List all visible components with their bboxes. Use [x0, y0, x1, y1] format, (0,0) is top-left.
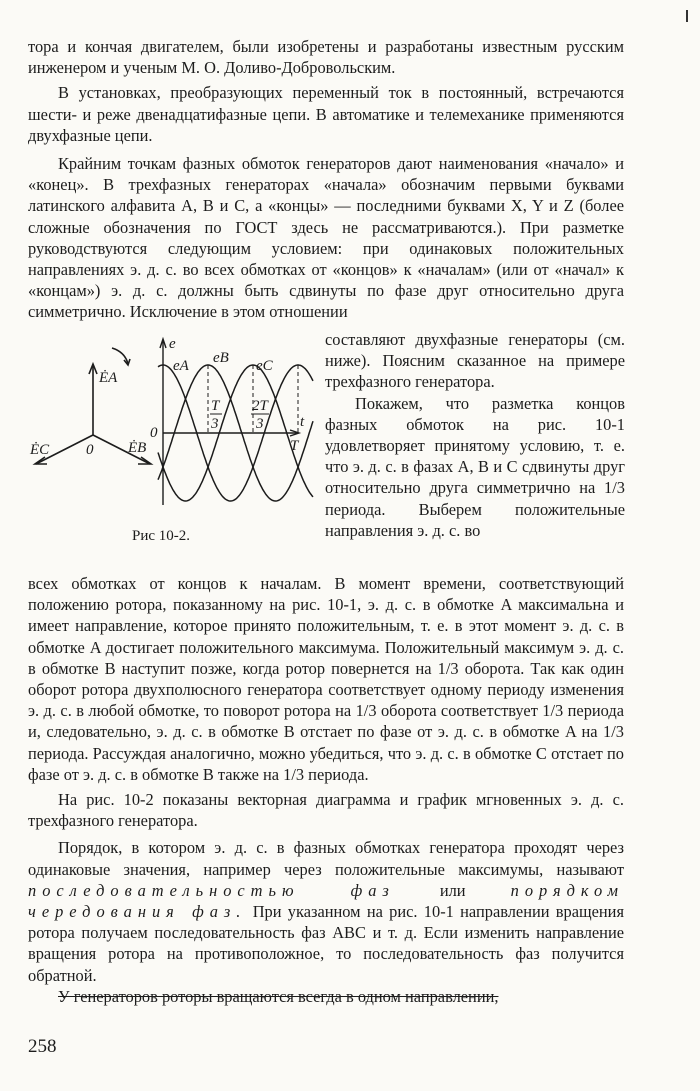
text-bottom: [28, 573, 624, 1007]
paragraph-6-part-c: При указанном на рис. 10-1 направлении вращения ротора получаем последовательность фаз ABC и т. д. Если изменить направление вращения ротора на противоположное, то последовательность фаз получится обратной.: [28, 902, 624, 985]
float-paragraph-1: составляют двухфазные генераторы (см. ниже). Поясним сказанное на примере трехфазного генератора.: [325, 330, 625, 392]
label-e: e: [169, 336, 176, 352]
label-2t3-den: 3: [256, 416, 264, 432]
paragraph-3: Крайним точкам фазных обмоток генераторов дают наименования «начало» и «конец». В трехфазных генераторах «начала» обозначим первыми буквами латинского алфавита A, B и C, а «концы» — последними буквами X, Y и Z (более сложные обозначения по ГОСТ здесь не рассматриваются.). При разметке руководствуются следующим условием: при одинаковых положительных направлениях э. д. с. во всех обмотках от «концов» к «началам» (или от «начал» к «концам») э. д. с. должны быть сдвинуты по фазе друг относительно друга симметрично. Исключение в этом отношении: [28, 154, 624, 322]
term-phase-order: порядком чередования фаз.: [28, 880, 624, 922]
label-eb: eB: [213, 350, 229, 366]
label-vec-b: ĖB: [128, 440, 147, 456]
label-t: t: [300, 414, 305, 430]
figure-caption: Рис 10-2.: [132, 528, 191, 544]
label-vec-c: ĖC: [30, 442, 50, 458]
label-origin: 0: [86, 442, 94, 458]
paragraph-7: У генераторов роторы вращаются всегда в одном направлении,: [58, 986, 499, 1006]
label-t3-num: T: [211, 398, 220, 414]
paragraph-6-part-b: или: [394, 880, 511, 900]
label-zero: 0: [150, 425, 158, 441]
float-text-1: [325, 329, 625, 541]
vector-ec-arrow: [35, 457, 47, 464]
paragraph-4: всех обмотках от концов к началам. В момент времени, соответствующий положению ротора, показанному на рис. 10-1, э. д. с. в обмотке A максимальна и имеет направление, которое принято положительным, т. е. в этот момент э. д. с. в обмотке A достигает положительного максимума. Положительный максимум э. д. с. в обмотке B наступит позже, когда ротор повернется на 1/3 оборота. Так как один оборот ротора двухполюсного генератора соответствует одному периоду изменения э. д. с. в любой обмотке, то поворот ротора на 1/3 оборота соответствует 1/3 периода и, следовательно, э. д. с. в обмотке B отстает по фазе от э. д. с. в обмотке A на 1/3 периода. Рассуждая аналогично, можно убедиться, что э. д. с. в обмотке C отстает по фазе от э. д. с. в обмотке B также на 1/3 периода.: [28, 574, 624, 784]
text-top: [28, 36, 624, 323]
label-2t3-num: 2T: [252, 398, 268, 414]
margin-mark: [686, 10, 688, 22]
label-vec-a: ĖA: [99, 370, 118, 386]
paragraph-1: тора и кончая двигателем, были изобретены и разработаны известным русским инженером и ученым М. О. Доливо-Добровольским.: [28, 37, 624, 78]
page-number: 258: [28, 1036, 57, 1057]
paragraph-5: На рис. 10-2 показаны векторная диаграмма и график мгновенных э. д. с. трехфазного генератора.: [28, 790, 624, 831]
paragraph-2: В установках, преобразующих переменный ток в постоянный, встречаются шести- и реже двенадцатифазные цепи. В автоматике и телемеханике применяются двухфазные цепи.: [28, 83, 624, 145]
term-phase-sequence: последовательностью фаз: [28, 880, 395, 900]
label-ea: eA: [173, 358, 189, 374]
float-paragraph-2: Покажем, что разметка концов фазных обмоток на рис. 10-1 удовлетворяет принятому условию, т. е. что э. д. с. в фазах A, B и C сдвинуты друг относительно друга симметрично на 1/3 периода. Выберем положительные направления э. д. с. во: [325, 393, 625, 540]
label-t3-den: 3: [211, 416, 219, 432]
label-T: T: [290, 438, 299, 454]
paragraph-6-part-a: Порядок, в котором э. д. с. в фазных обмотках генератора проходят через одинаковые значения, например через положительные максимумы, называют: [28, 838, 624, 879]
figure-svg: [28, 330, 318, 530]
label-ec: eC: [256, 358, 273, 374]
paragraph-6: [28, 837, 624, 985]
